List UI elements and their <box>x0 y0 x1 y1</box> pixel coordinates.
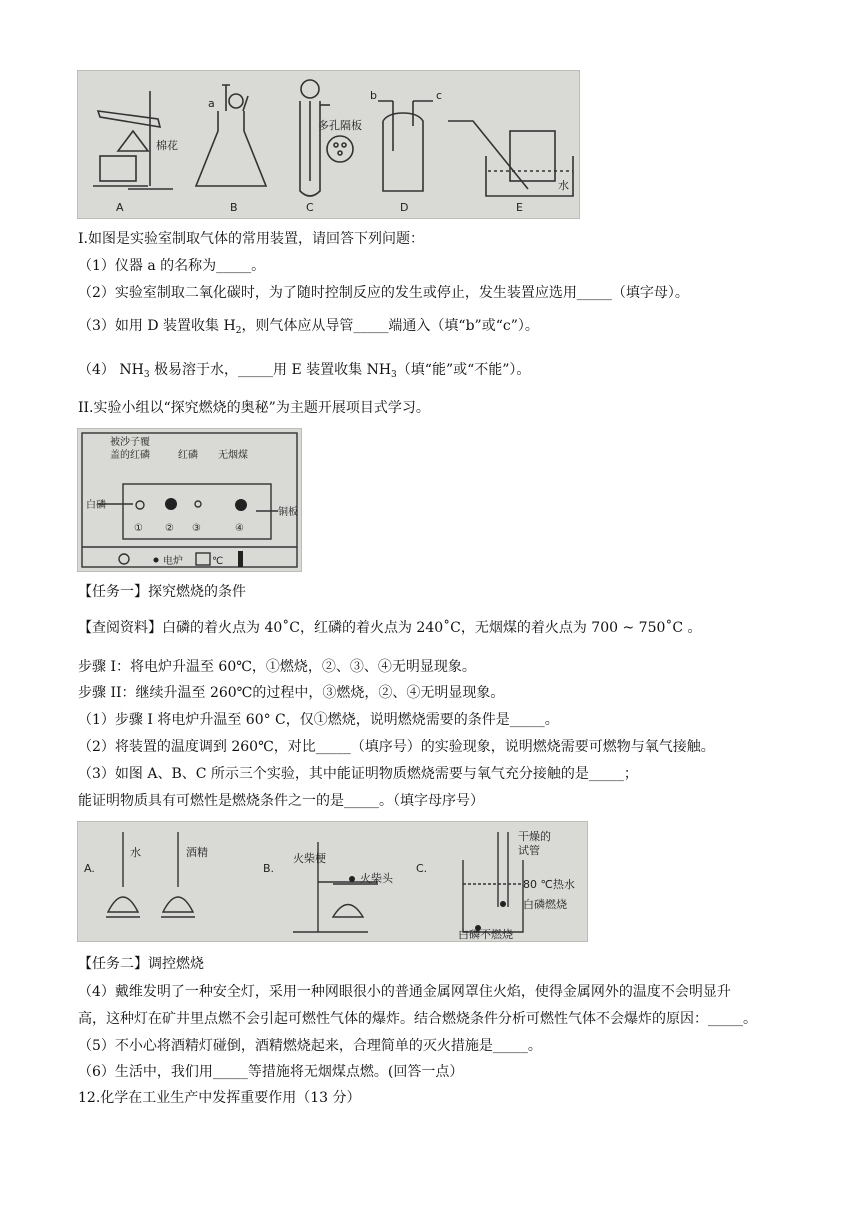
wp-noburn-label: 白磷不燃烧 <box>458 928 513 941</box>
q4-subscript-1: 3 <box>143 370 150 380</box>
coal-label: 无烟煤 <box>218 450 248 461</box>
cotton-label: 棉花 <box>156 139 178 152</box>
apparatus-drawing <box>78 71 579 218</box>
apparatus-figure <box>77 70 580 219</box>
num-1: ① <box>134 523 143 534</box>
water-cup-label: 水 <box>130 846 141 859</box>
stove-label: 电炉 <box>163 556 183 567</box>
sand-label-2: 盖的红磷 <box>110 450 150 461</box>
num-2: ② <box>165 523 174 534</box>
label-A: A <box>116 201 124 214</box>
unit-label: ℃ <box>212 556 224 567</box>
wp-burn-label: 白磷燃烧 <box>523 898 567 911</box>
dry-tube-label-2: 试管 <box>518 844 540 857</box>
water-label: 水 <box>558 179 569 192</box>
alcohol-label: 酒精 <box>186 846 208 859</box>
num-3: ③ <box>192 523 201 534</box>
task2-q4b: 高，这种灯在矿井里点燃不会引起可燃性气体的爆炸。结合燃烧条件分析可燃性气体不会爆炸的原因：_____。 <box>78 1011 757 1027</box>
label-D: D <box>400 201 409 214</box>
task1-info: 【查阅资料】白磷的着火点为 40˚C，红磷的着火点为 240˚C，无烟煤的着火点为 700 ~ 750˚C 。 <box>78 620 702 636</box>
part1-intro: I.如图是实验室制取气体的常用装置，请回答下列问题： <box>78 231 424 247</box>
part2-intro: II.实验小组以“探究燃烧的奥秘”为主题开展项目式学习。 <box>78 400 430 416</box>
q4-text-post: （填“能”或“不能”）。 <box>396 362 531 378</box>
task2-q4a: （4）戴维发明了一种安全灯，采用一种网眼很小的普通金属网罩住火焰，使得金属网外的温度不会明显升 <box>78 984 731 1000</box>
task1-step2: 步骤 II：继续升温至 260℃的过程中，③燃烧，②、④无明显现象。 <box>78 685 505 701</box>
q3-subscript: 2 <box>235 326 242 336</box>
part1-q1: （1）仪器 a 的名称为_____。 <box>78 258 266 274</box>
tube-b-label: b <box>370 89 377 102</box>
question-12: 12.化学在工业生产中发挥重要作用（13 分） <box>78 1090 361 1106</box>
red-phosphorus-label: 红磷 <box>178 450 198 461</box>
part1-q4 <box>78 360 530 385</box>
white-phosphorus-label: 白磷 <box>86 500 106 511</box>
q4-text-pre: （4） NH <box>78 362 144 378</box>
task2-q6: （6）生活中，我们用_____等措施将无烟煤点燃。(回答一点） <box>78 1064 464 1080</box>
q4-subscript-2: 3 <box>391 370 397 380</box>
task2-title: 【任务二】调控燃烧 <box>78 956 204 972</box>
task1-q1: （1）步骤 I 将电炉升温至 60° C，仅①燃烧，说明燃烧需要的条件是_____。 <box>78 712 559 728</box>
sand-label-1: 被沙子覆 <box>110 437 150 448</box>
task2-q5: （5）不小心将酒精灯碰倒，酒精燃烧起来，合理简单的灭火措施是_____。 <box>78 1038 542 1054</box>
porous-plate-label: 多孔隔板 <box>318 119 362 132</box>
copper-plate-label: 铜板 <box>278 507 298 518</box>
q4-text-mid: 极易溶于水，_____用 E 装置收集 NH <box>149 362 392 378</box>
label-C: C <box>306 201 314 214</box>
task1-q3b: 能证明物质具有可燃性是燃烧条件之一的是_____。（填字母序号） <box>78 793 484 809</box>
part1-q2: （2）实验室制取二氧化碳时，为了随时控制反应的发生或停止，发生装置应选用_____（填字母）。 <box>78 285 689 301</box>
match-head-label: 火柴头 <box>360 872 393 885</box>
label-B: B <box>230 201 238 214</box>
match-stick-label: 火柴梗 <box>293 852 326 865</box>
part1-q3 <box>78 316 539 341</box>
exp-A-label: A. <box>84 862 95 875</box>
combustion-plate-drawing <box>78 429 301 571</box>
task1-step1: 步骤 I：将电炉升温至 60℃，①燃烧，②、③、④无明显现象。 <box>78 659 476 675</box>
q3-text-pre: （3）如用 D 装置收集 H <box>78 318 236 334</box>
experiments-figure <box>77 821 588 942</box>
num-4: ④ <box>235 523 244 534</box>
experiments-drawing <box>78 822 587 941</box>
task1-q3a: （3）如图 A、B、C 所示三个实验，其中能证明物质燃烧需要与氧气充分接触的是_____； <box>78 766 638 782</box>
tube-a-label: a <box>208 97 215 110</box>
exp-B-label: B. <box>263 862 275 875</box>
hot-water-label: 80 ℃热水 <box>523 878 575 891</box>
label-E: E <box>516 201 523 214</box>
dry-tube-label-1: 干燥的 <box>518 830 551 843</box>
combustion-plate-figure <box>77 428 302 572</box>
task1-q2: （2）将装置的温度调到 260℃，对比_____（填序号）的实验现象，说明燃烧需要可燃物与氧气接触。 <box>78 739 715 755</box>
exp-C-label: C. <box>416 862 428 875</box>
q3-text-post: ，则气体应从导管_____端通入（填“b”或“c”）。 <box>241 318 539 334</box>
tube-c-label: c <box>436 89 443 102</box>
task1-title: 【任务一】探究燃烧的条件 <box>78 584 246 600</box>
